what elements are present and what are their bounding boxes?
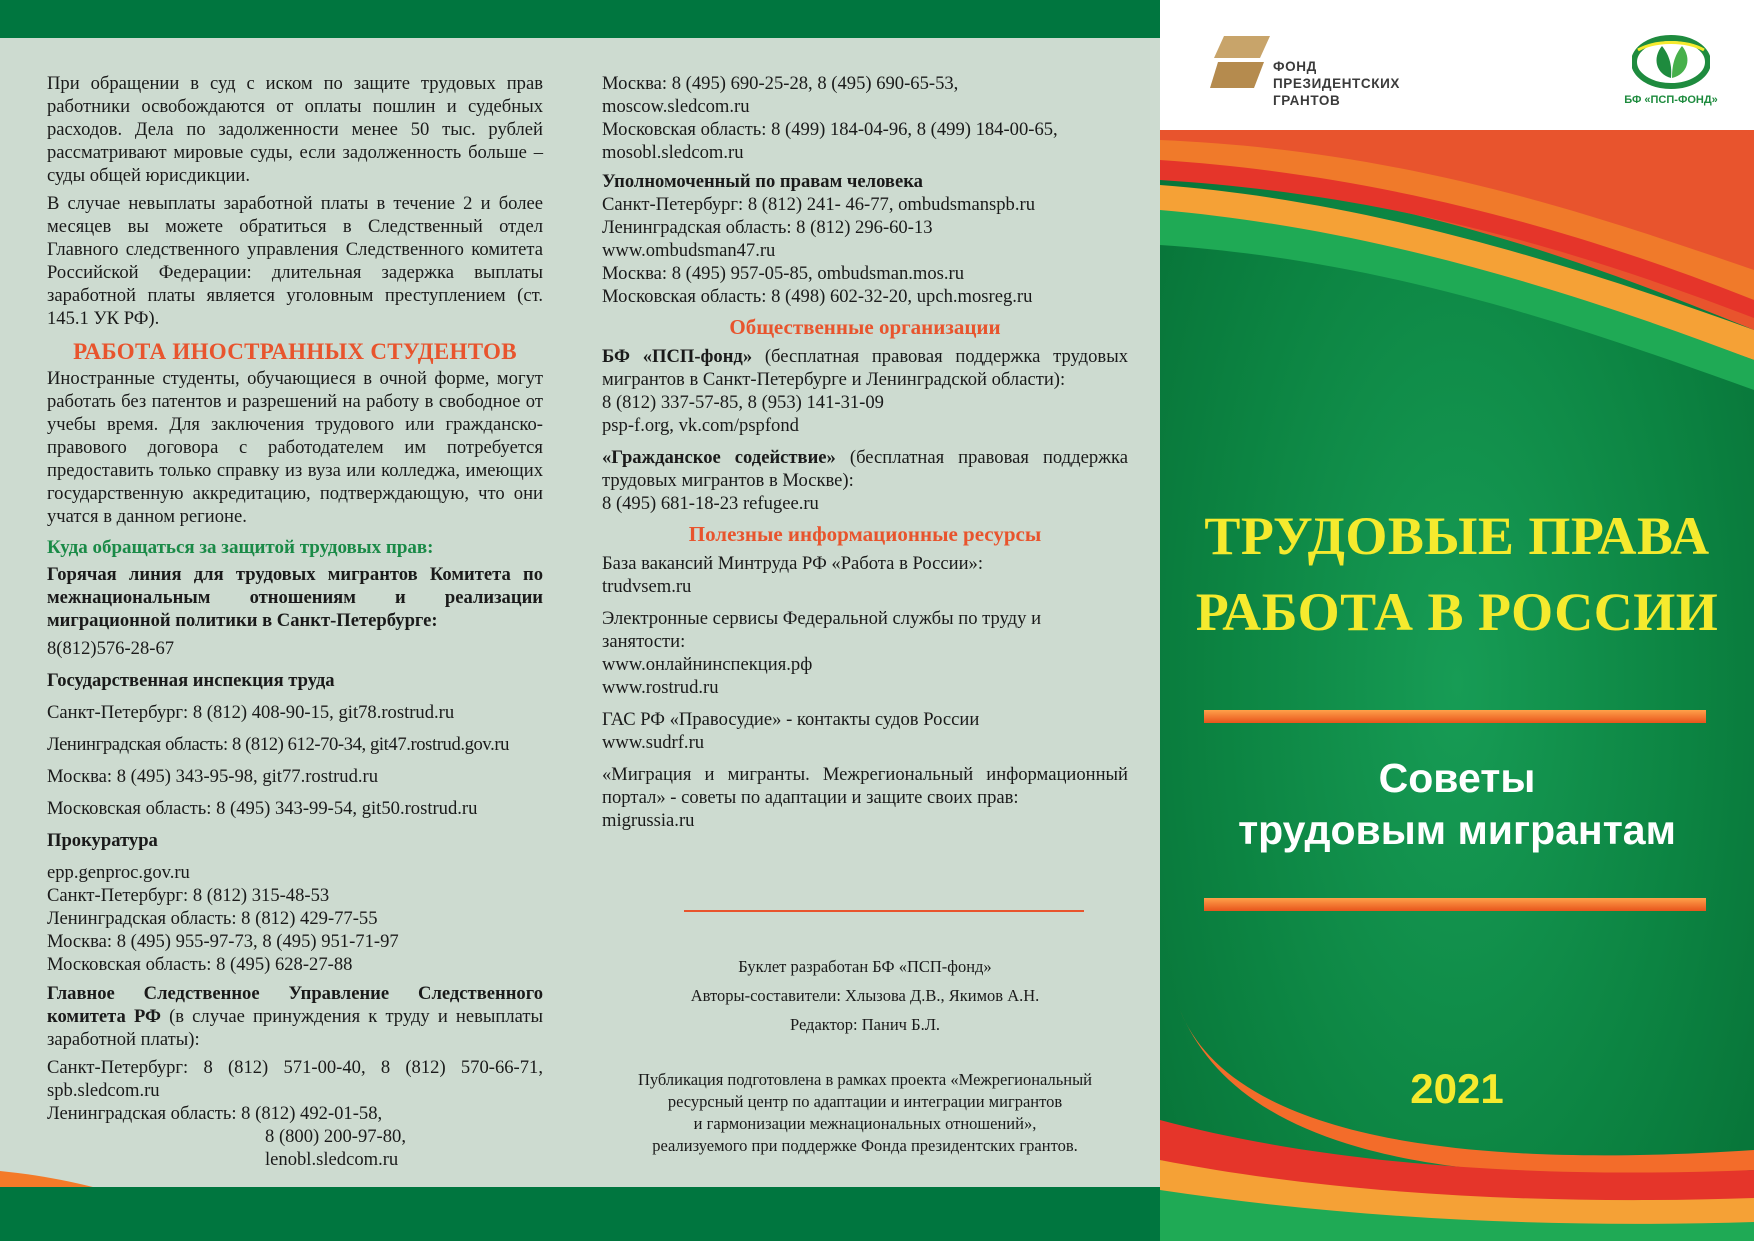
investigative-lo-phone2: 8 (800) 200-97-80, [265, 1126, 406, 1147]
publication-line: Публикация подготовлена в рамках проекта «Межрегиональный [637, 1070, 1093, 1089]
credit-line: Редактор: Панич Б.Л. [789, 1015, 941, 1034]
psp-fond-caption: БФ «ПСП-ФОНД» [1624, 94, 1718, 106]
credit-line: Авторы-составители: Хлызова Д.В., Якимов А.Н. [690, 986, 1040, 1005]
investigative-committee-title: Главное Следственное Управление Следственного комитета РФ [47, 983, 543, 1027]
students-paragraph: Иностранные студенты, обучающиеся в очной форме, могут работать без патентов и разрешений на работу в свободное от учебы время. Для заключения трудового или гражданско-правового договора с работодателем им потребуется предоставить только справку из вуза или колледжа, имеющих государственную аккредитацию, подтверждающую, что они учатся в данном регионе. [47, 368, 543, 527]
investigative-spb: Санкт-Петербург: 8 (812) 571-00-40, 8 (812) 570-66-71, spb.sledcom.ru [47, 1057, 543, 1101]
cover-panel [1160, 0, 1754, 1241]
presidential-grants-fund-text [1273, 58, 1400, 109]
publication-note [602, 1069, 1128, 1157]
orange-stripe-top [1204, 710, 1706, 723]
psp-fond-block [602, 345, 1128, 391]
cover-year: 2021 [1410, 1065, 1504, 1112]
resource-text: Электронные сервисы Федеральной службы по труду и занятости: [602, 608, 1042, 652]
resource-url: trudvsem.ru [602, 576, 692, 597]
psp-fond-phones: 8 (812) 337-57-85, 8 (953) 141-31-09 [602, 392, 884, 413]
prosecutor-line: Санкт-Петербург: 8 (812) 315-48-53 [47, 885, 330, 906]
cover-subtitle-line: Советы [1378, 755, 1536, 801]
ombudsman-line: Ленинградская область: 8 (812) 296-60-13 [602, 217, 933, 238]
resource-url: www.sudrf.ru [602, 732, 705, 753]
investigative-committee-note: (в случае принуждения к труду и невыплаты заработной платы): [47, 1006, 543, 1050]
ombudsman-line: Москва: 8 (495) 957-05-85, ombudsman.mos.ru [602, 263, 965, 284]
resource-url: www.rostrud.ru [602, 677, 719, 698]
prosecutor-title: Прокуратура [47, 830, 158, 851]
publication-line: ресурсный центр по адаптации и интеграции мигрантов [667, 1092, 1063, 1111]
cover-title [1160, 498, 1754, 650]
prosecutor-line: epp.genproc.gov.ru [47, 862, 190, 883]
column-left [47, 72, 543, 1171]
ombudsman-title: Уполномоченный по правам человека [602, 171, 923, 192]
ombudsman-line: Санкт-Петербург: 8 (812) 241- 46-77, ombudsmanspb.ru [602, 194, 1035, 215]
investigative-lo-site: lenobl.sledcom.ru [265, 1149, 399, 1170]
cover-subtitle-line: трудовым мигрантам [1238, 807, 1676, 853]
hotline-phone: 8(812)576-28-67 [47, 638, 175, 659]
investigative-committee-block [47, 982, 543, 1051]
cover-subtitle [1160, 752, 1754, 856]
booklet-credits [602, 952, 1128, 1039]
ombudsman-line: Московская область: 8 (498) 602-32-20, upch.mosreg.ru [602, 286, 1033, 307]
prosecutor-line: Московская область: 8 (495) 628-27-88 [47, 954, 353, 975]
moscow-committee-line: Московская область: 8 (499) 184-04-96, 8 (499) 184-00-65, [602, 119, 1058, 140]
ombudsman-line: www.ombudsman47.ru [602, 240, 776, 261]
logo1-line: ФОНД [1273, 59, 1317, 74]
civic-assistance-contacts: 8 (495) 681-18-23 refugee.ru [602, 493, 819, 514]
moscow-committee-line: Москва: 8 (495) 690-25-28, 8 (495) 690-65-53, [602, 73, 959, 94]
resource-url: migrussia.ru [602, 810, 695, 831]
cover-title-line: ТРУДОВЫЕ ПРАВА [1204, 506, 1710, 566]
presidential-grants-fund-logo [1210, 36, 1270, 92]
labor-inspection-line: Москва: 8 (495) 343-95-98, git77.rostrud.ru [47, 766, 379, 787]
psp-fond-desc: (бесплатная правовая поддержка трудовых мигрантов в Санкт-Петербурге и Ленинградской области): [602, 346, 1128, 390]
public-orgs-heading: Общественные организации [729, 315, 1001, 339]
investigative-lo: Ленинградская область: 8 (812) 492-01-58, [47, 1103, 383, 1124]
moscow-committee-line: moscow.sledcom.ru [602, 96, 750, 117]
psp-fond-name: БФ «ПСП-фонд» [602, 346, 753, 367]
labor-inspection-title: Государственная инспекция труда [47, 670, 335, 691]
hotline-title: Горячая линия для трудовых мигрантов Комитета по межнациональным отношениям и реализации миграционной политики в Санкт-Петербурге: [47, 564, 543, 631]
bottom-green-strip [0, 1187, 1160, 1241]
civic-assistance-block [602, 446, 1128, 492]
psp-fond-web: psp-f.org, vk.com/pspfond [602, 415, 799, 436]
civic-assistance-name: «Гражданское содействие» [602, 447, 836, 468]
resource-text: «Миграция и мигранты. Межрегиональный информационный портал» - советы по адаптации и защите своих прав: [602, 764, 1128, 808]
moscow-committee-line: mosobl.sledcom.ru [602, 142, 744, 163]
top-green-strip [0, 0, 1160, 38]
labor-inspection-line: Ленинградская область: 8 (812) 612-70-34, git47.rostrud.gov.ru [47, 734, 510, 755]
prosecutor-line: Москва: 8 (495) 955-97-73, 8 (495) 951-71-97 [47, 931, 399, 952]
resource-text: База вакансий Минтруда РФ «Работа в России»: [602, 553, 983, 574]
labor-inspection-line: Московская область: 8 (495) 343-99-54, git50.rostrud.ru [47, 798, 478, 819]
resource-url: www.онлайнинспекция.рф [602, 654, 813, 675]
intro-paragraph-court: При обращении в суд с иском по защите трудовых прав работники освобождаются от оплаты пошлин и судебных расходов. Дела по задолженности менее 50 тыс. рублей рассматривают мировые суды, если задолженность больше – суды общей юрисдикции. [47, 73, 543, 186]
cover-title-line: РАБОТА В РОССИИ [1195, 582, 1719, 642]
labor-inspection-line: Санкт-Петербург: 8 (812) 408-90-15, git78.rostrud.ru [47, 702, 455, 723]
publication-line: реализуемого при поддержке Фонда президентских грантов. [652, 1136, 1078, 1155]
logo1-line: ПРЕЗИДЕНТСКИХ [1273, 76, 1400, 91]
where-to-apply-heading: Куда обращаться за защитой трудовых прав: [47, 537, 434, 558]
orange-divider-line [684, 910, 1084, 912]
orange-stripe-bottom [1204, 898, 1706, 911]
column-middle [602, 72, 1128, 832]
civic-assistance-desc: (бесплатная правовая поддержка трудовых мигрантов в Москве): [602, 447, 1128, 491]
logo1-line: ГРАНТОВ [1273, 93, 1341, 108]
credit-line: Буклет разработан БФ «ПСП-фонд» [738, 957, 992, 976]
publication-line: и гармонизации межнациональных отношений», [693, 1114, 1037, 1133]
intro-paragraph-salary: В случае невыплаты заработной платы в течение 2 и более месяцев вы можете обратиться в Следственный отдел Главного следственного управления Следственного комитета Российской Федерации: длительная задержка выплаты заработной платы является уголовным преступлением (ст. 145.1 УК РФ). [47, 193, 543, 329]
resource-text: ГАС РФ «Правосудие» - контакты судов России [602, 709, 980, 730]
resources-heading: Полезные информационные ресурсы [688, 522, 1042, 546]
psp-fond-leaf-logo [1632, 34, 1710, 90]
prosecutor-line: Ленинградская область: 8 (812) 429-77-55 [47, 908, 378, 929]
students-heading: РАБОТА ИНОСТРАННЫХ СТУДЕНТОВ [73, 339, 517, 364]
